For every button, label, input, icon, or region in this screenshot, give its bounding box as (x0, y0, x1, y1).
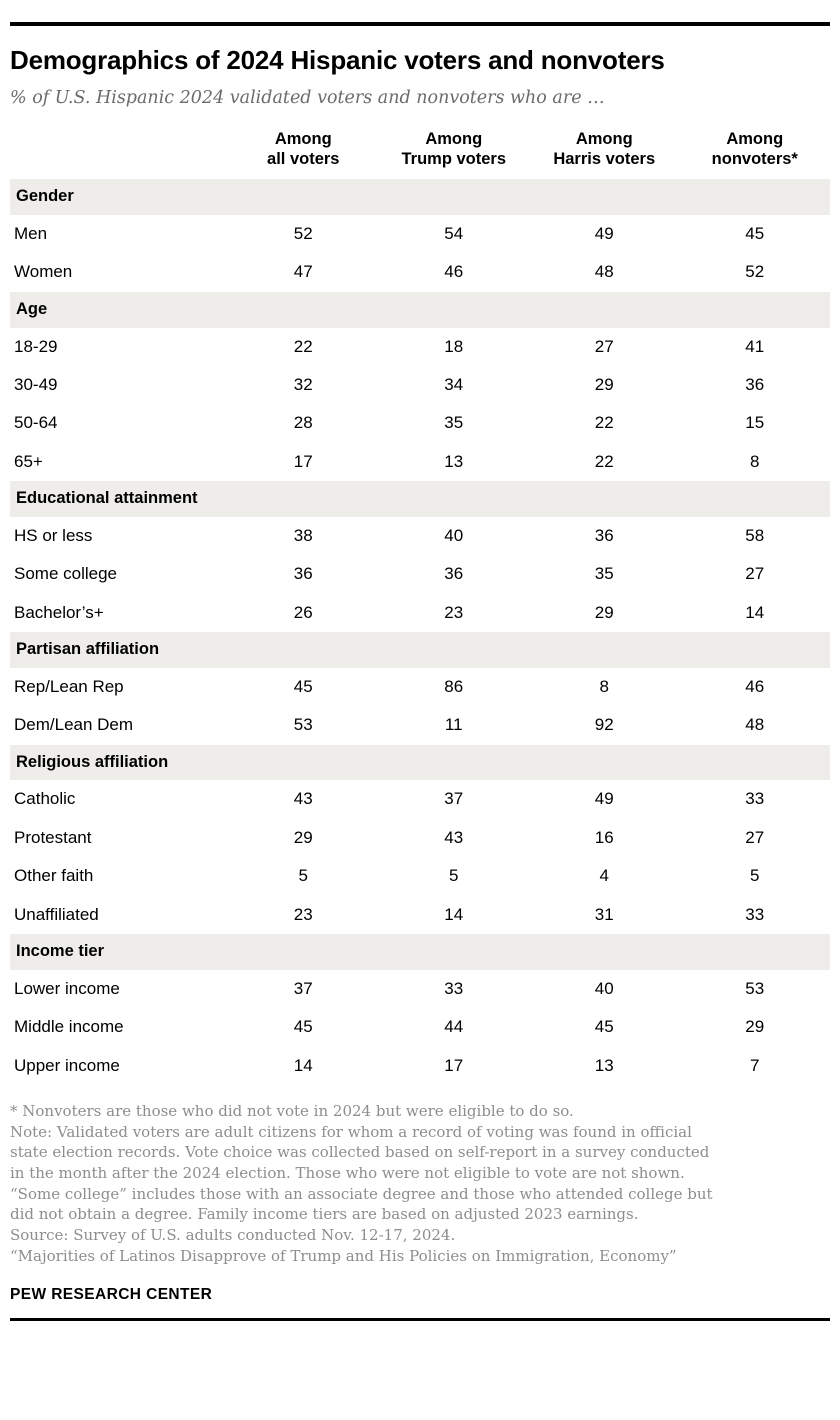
data-cell: 45 (745, 223, 765, 243)
data-cell: 17 (293, 451, 313, 471)
data-cell: 28 (293, 413, 313, 433)
row-label: Dem/Lean Dem (14, 715, 134, 735)
group-spacer-cell (529, 179, 680, 215)
data-cell: 29 (293, 827, 313, 847)
row-label: Men (14, 223, 48, 243)
data-cell: 40 (444, 525, 464, 545)
data-cell: 23 (444, 602, 464, 622)
table-row (10, 819, 830, 857)
group-spacer-cell (680, 481, 831, 517)
data-cell: 33 (745, 789, 765, 809)
row-label: 30-49 (14, 374, 58, 394)
table-row (10, 404, 830, 442)
group-spacer-cell (228, 292, 379, 328)
data-cell: 38 (293, 525, 313, 545)
table-row (10, 1008, 830, 1046)
group-spacer-cell (529, 292, 680, 328)
row-label: Rep/Lean Rep (14, 676, 124, 696)
data-cell: 5 (449, 866, 459, 886)
column-header-line1: Among (425, 129, 483, 148)
data-cell: 92 (594, 715, 614, 735)
data-cell: 48 (594, 262, 614, 282)
group-spacer-cell (379, 745, 530, 781)
column-header-harris-voters (529, 123, 680, 179)
data-cell: 46 (444, 262, 464, 282)
data-cell: 14 (444, 904, 464, 924)
table-row (10, 594, 830, 632)
row-label: HS or less (14, 525, 93, 545)
data-cell: 47 (293, 262, 313, 282)
data-cell: 26 (293, 602, 313, 622)
row-label: Middle income (14, 1017, 124, 1037)
table-row (10, 668, 830, 706)
group-spacer-cell (379, 632, 530, 668)
data-cell: 37 (444, 789, 464, 809)
brand-label: PEW RESEARCH CENTER (10, 1286, 213, 1304)
data-cell: 14 (293, 1055, 313, 1075)
row-label: 18-29 (14, 336, 58, 356)
row-label: 50-64 (14, 413, 58, 433)
demographics-table (10, 123, 830, 1085)
row-label: Other faith (14, 866, 94, 886)
row-label: Unaffiliated (14, 904, 99, 924)
data-cell: 22 (594, 413, 614, 433)
table-row (10, 215, 830, 253)
data-cell: 41 (745, 336, 765, 356)
table-row (10, 443, 830, 481)
bottom-divider (10, 1318, 830, 1321)
data-cell: 36 (594, 525, 614, 545)
data-cell: 18 (444, 336, 464, 356)
group-label: Educational attainment (10, 481, 228, 517)
table-row (10, 857, 830, 895)
page-subtitle: % of U.S. Hispanic 2024 validated voters and nonvoters who are … (10, 87, 605, 108)
group-spacer-cell (228, 934, 379, 970)
data-cell: 22 (293, 336, 313, 356)
group-spacer-cell (529, 934, 680, 970)
table-row (10, 253, 830, 291)
group-spacer-cell (228, 179, 379, 215)
group-spacer-cell (529, 481, 680, 517)
group-spacer-cell (228, 481, 379, 517)
data-cell: 23 (293, 904, 313, 924)
data-cell: 49 (594, 223, 614, 243)
data-cell: 46 (745, 676, 765, 696)
note-line: Note: Validated voters are adult citizens for whom a record of voting was found in official (10, 1122, 692, 1141)
data-cell: 58 (745, 525, 765, 545)
data-cell: 34 (444, 374, 464, 394)
table-row (10, 328, 830, 366)
column-header-nonvoters (680, 123, 831, 179)
page-title: Demographics of 2024 Hispanic voters and nonvoters (10, 45, 665, 75)
data-cell: 13 (594, 1055, 614, 1075)
data-cell: 29 (745, 1017, 765, 1037)
data-cell: 36 (745, 374, 765, 394)
data-cell: 8 (599, 676, 609, 696)
row-label: 65+ (14, 451, 43, 471)
column-header-line2: Trump voters (401, 150, 507, 169)
column-header-line2: Harris voters (553, 150, 656, 169)
data-cell: 53 (293, 715, 313, 735)
data-cell: 43 (444, 827, 464, 847)
note-line: state election records. Vote choice was collected based on self-report in a survey conducted (10, 1143, 710, 1162)
row-label: Bachelor’s+ (14, 602, 104, 622)
group-spacer-cell (680, 934, 831, 970)
column-header-line1: Among (726, 129, 784, 148)
data-cell: 45 (594, 1017, 614, 1037)
group-spacer-cell (228, 632, 379, 668)
table-body (10, 179, 830, 1085)
table-row (10, 366, 830, 404)
table-group-row (10, 481, 830, 517)
data-cell: 11 (444, 715, 463, 735)
group-spacer-cell (228, 745, 379, 781)
group-spacer-cell (379, 179, 530, 215)
group-spacer-cell (379, 934, 530, 970)
data-cell: 36 (293, 564, 313, 584)
table-group-row (10, 745, 830, 781)
data-cell: 31 (594, 904, 614, 924)
column-header-line2: nonvoters* (711, 150, 798, 169)
data-cell: 35 (444, 413, 464, 433)
column-header-all-voters (228, 123, 379, 179)
note-line: did not obtain a degree. Family income tiers are based on adjusted 2023 earnings. (10, 1205, 639, 1224)
chart-notes (10, 1101, 830, 1267)
data-cell: 5 (298, 866, 308, 886)
group-spacer-cell (379, 292, 530, 328)
column-header-line1: Among (274, 129, 332, 148)
row-label: Lower income (14, 978, 120, 998)
data-cell: 45 (293, 676, 313, 696)
data-cell: 14 (745, 602, 765, 622)
data-cell: 32 (293, 374, 313, 394)
note-line: * Nonvoters are those who did not vote in 2024 but were eligible to do so. (10, 1101, 574, 1120)
row-label: Protestant (14, 827, 92, 847)
table-header (10, 123, 830, 179)
data-cell: 8 (750, 451, 760, 471)
group-label: Age (10, 292, 228, 328)
data-cell: 5 (750, 866, 760, 886)
row-label: Some college (14, 564, 118, 584)
data-cell: 17 (444, 1055, 464, 1075)
data-cell: 29 (594, 602, 614, 622)
data-cell: 36 (444, 564, 464, 584)
table-row (10, 555, 830, 593)
data-cell: 27 (745, 564, 765, 584)
row-label: Women (14, 262, 73, 282)
row-label: Upper income (14, 1055, 120, 1075)
note-line: in the month after the 2024 election. Those who were not eligible to vote are not shown. (10, 1164, 685, 1183)
data-cell: 27 (594, 336, 614, 356)
data-cell: 7 (750, 1055, 760, 1075)
data-cell: 35 (594, 564, 614, 584)
table-group-row (10, 179, 830, 215)
data-cell: 29 (594, 374, 614, 394)
data-cell: 49 (594, 789, 614, 809)
table-row (10, 970, 830, 1008)
data-cell: 86 (444, 676, 464, 696)
table-row (10, 1047, 830, 1085)
group-spacer-cell (680, 632, 831, 668)
table-group-row (10, 292, 830, 328)
data-cell: 22 (594, 451, 614, 471)
table-group-row (10, 934, 830, 970)
group-spacer-cell (529, 632, 680, 668)
data-cell: 13 (444, 451, 464, 471)
data-cell: 33 (745, 904, 765, 924)
data-cell: 48 (745, 715, 765, 735)
table-row (10, 706, 830, 744)
header-row (10, 123, 830, 179)
table-row (10, 780, 830, 818)
data-cell: 40 (594, 978, 614, 998)
table-row (10, 896, 830, 934)
table-row (10, 517, 830, 555)
top-divider (10, 22, 830, 26)
data-cell: 52 (293, 223, 313, 243)
group-spacer-cell (680, 745, 831, 781)
group-spacer-cell (680, 292, 831, 328)
data-cell: 45 (293, 1017, 313, 1037)
group-label: Gender (10, 179, 228, 215)
column-header-label (10, 123, 228, 179)
data-cell: 53 (745, 978, 765, 998)
group-spacer-cell (529, 745, 680, 781)
data-cell: 44 (444, 1017, 464, 1037)
group-spacer-cell (379, 481, 530, 517)
group-label: Religious affiliation (10, 745, 228, 781)
data-cell: 16 (594, 827, 614, 847)
note-line: “Some college” includes those with an associate degree and those who attended college but (10, 1184, 713, 1203)
note-line: “Majorities of Latinos Disapprove of Trump and His Policies on Immigration, Economy” (10, 1246, 677, 1265)
data-cell: 33 (444, 978, 464, 998)
data-cell: 37 (293, 978, 313, 998)
data-cell: 52 (745, 262, 765, 282)
data-cell: 4 (599, 866, 609, 886)
group-label: Partisan affiliation (10, 632, 228, 668)
group-label: Income tier (10, 934, 228, 970)
data-cell: 27 (745, 827, 765, 847)
table-group-row (10, 632, 830, 668)
column-header-line2: all voters (267, 150, 340, 169)
data-cell: 43 (293, 789, 313, 809)
group-spacer-cell (680, 179, 831, 215)
data-cell: 54 (444, 223, 464, 243)
note-line: Source: Survey of U.S. adults conducted Nov. 12-17, 2024. (10, 1226, 456, 1245)
column-header-trump-voters (379, 123, 530, 179)
column-header-line1: Among (575, 129, 633, 148)
row-label: Catholic (14, 789, 76, 809)
data-cell: 15 (745, 413, 765, 433)
